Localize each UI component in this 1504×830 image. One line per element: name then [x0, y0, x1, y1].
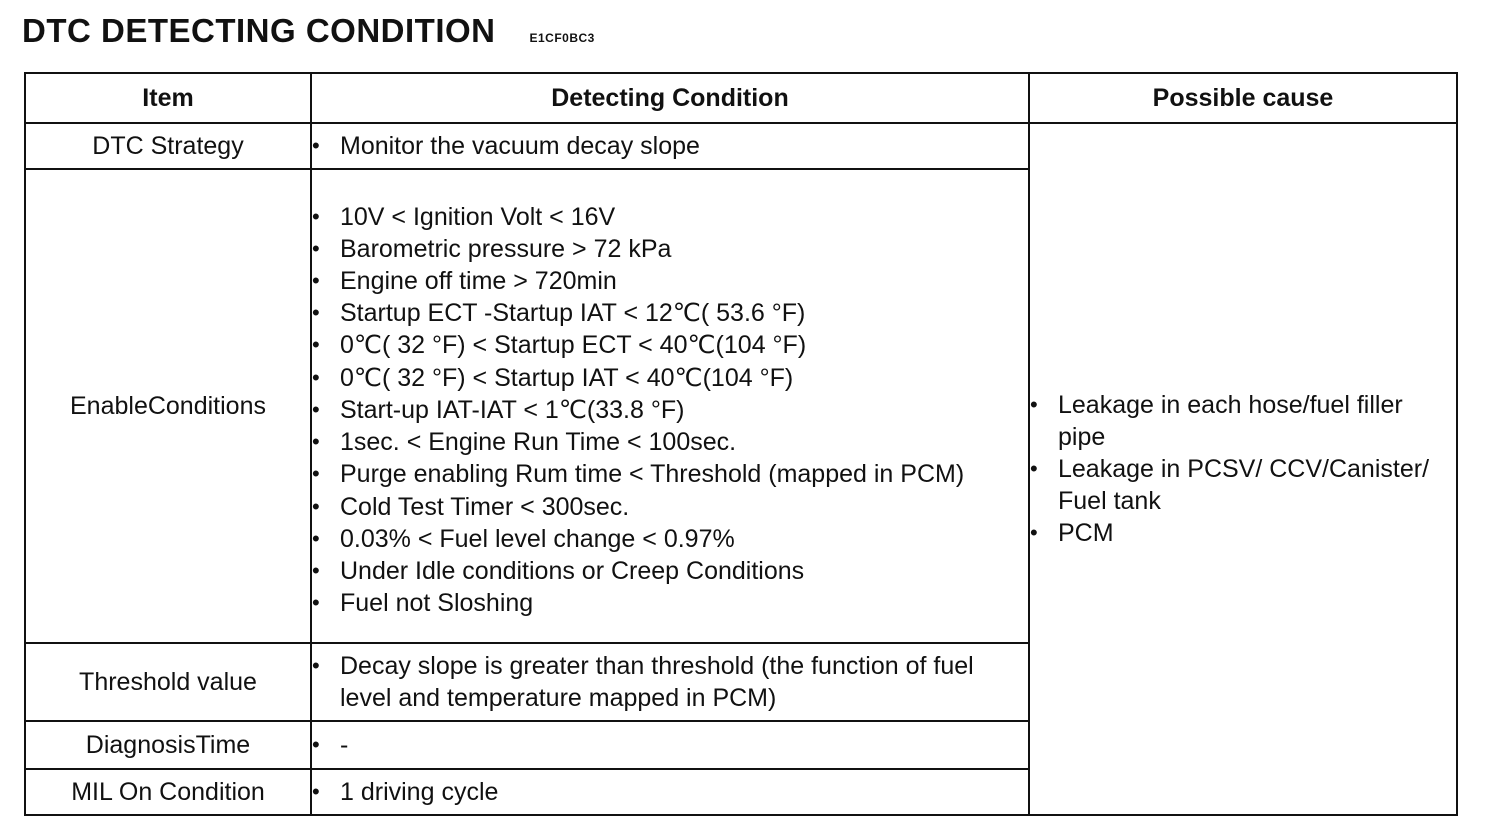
condition-list	[312, 650, 1028, 714]
condition-item: • -	[312, 729, 1028, 761]
item-cell: DiagnosisTime	[25, 721, 311, 769]
condition-item: • Engine off time > 720min	[312, 265, 1028, 297]
condition-item: • Fuel not Sloshing	[312, 587, 1028, 619]
condition-item: • 0.03% < Fuel level change < 0.97%	[312, 523, 1028, 555]
condition-list	[312, 729, 1028, 761]
item-cell: Threshold value	[25, 643, 311, 721]
cause-item: • Leakage in PCSV/ CCV/Canister/ Fuel tank	[1030, 453, 1456, 517]
title-row	[22, 12, 595, 56]
condition-item: • Under Idle conditions or Creep Conditions	[312, 555, 1028, 587]
condition-item: • Purge enabling Rum time < Threshold (mapped in PCM)	[312, 458, 1028, 490]
condition-item: • 1 driving cycle	[312, 776, 1028, 808]
condition-list	[312, 776, 1028, 808]
condition-item: • 10V < Ignition Volt < 16V	[312, 201, 1028, 233]
condition-item: • Decay slope is greater than threshold (the function of fuel level and temperature mapped in PCM)	[312, 650, 1028, 714]
condition-item: • Startup ECT -Startup IAT < 12℃( 53.6 °F)	[312, 297, 1028, 329]
cause-item: • Leakage in each hose/fuel filler pipe	[1030, 389, 1456, 453]
column-header-detecting-condition: Detecting Condition	[311, 73, 1029, 123]
table-row	[25, 123, 1457, 169]
condition-item: • Monitor the vacuum decay slope	[312, 130, 1028, 162]
condition-cell	[311, 123, 1029, 169]
cause-list	[1030, 389, 1456, 549]
item-cell: DTC Strategy	[25, 123, 311, 169]
condition-cell	[311, 769, 1029, 815]
cause-item: • PCM	[1030, 517, 1456, 549]
condition-list	[312, 130, 1028, 162]
possible-cause-cell	[1029, 123, 1457, 815]
condition-cell	[311, 169, 1029, 643]
document-code: E1CF0BC3	[529, 31, 595, 45]
item-cell: MIL On Condition	[25, 769, 311, 815]
item-cell: EnableConditions	[25, 169, 311, 643]
dtc-table	[24, 72, 1458, 816]
condition-item: • Barometric pressure > 72 kPa	[312, 233, 1028, 265]
condition-cell	[311, 721, 1029, 769]
column-header-item: Item	[25, 73, 311, 123]
page-title: DTC DETECTING CONDITION	[22, 12, 496, 49]
condition-list	[312, 187, 1028, 626]
condition-cell	[311, 643, 1029, 721]
condition-item: • Start-up IAT-IAT < 1℃(33.8 °F)	[312, 394, 1028, 426]
condition-item: • 0℃( 32 °F) < Startup ECT < 40℃(104 °F)	[312, 329, 1028, 361]
column-header-possible-cause: Possible cause	[1029, 73, 1457, 123]
condition-item: • 1sec. < Engine Run Time < 100sec.	[312, 426, 1028, 458]
condition-item: • 0℃( 32 °F) < Startup IAT < 40℃(104 °F)	[312, 362, 1028, 394]
table-header-row	[25, 73, 1457, 123]
condition-item: • Cold Test Timer < 300sec.	[312, 491, 1028, 523]
